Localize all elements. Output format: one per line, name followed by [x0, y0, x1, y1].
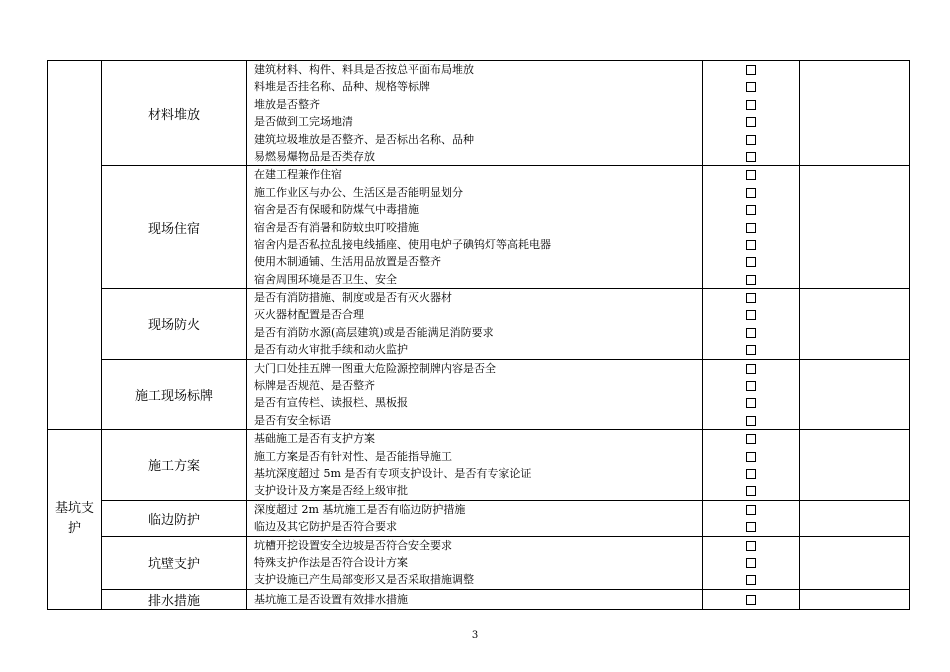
subcategory-cell — [102, 289, 247, 360]
remarks-cell — [800, 430, 910, 501]
subcategory-label: 坑壁支护 — [147, 557, 200, 573]
remarks-cell — [800, 536, 910, 589]
checkbox-wrapper — [703, 571, 799, 588]
check-item-text: 宿舍是否有保暖和防煤气中毒措施 — [254, 203, 419, 217]
checkbox-wrapper — [703, 394, 799, 411]
checkbox[interactable] — [746, 558, 756, 568]
checkbox[interactable] — [746, 65, 756, 75]
checkbox-cell — [703, 166, 800, 289]
check-item-text: 大门口处挂五牌一图重大危险源控制牌内容是否全 — [254, 361, 496, 375]
checkbox[interactable] — [746, 505, 756, 515]
checkbox-wrapper — [703, 96, 799, 113]
remarks-cell — [800, 500, 910, 536]
checkbox[interactable] — [746, 117, 756, 127]
checkbox-wrapper — [703, 166, 799, 183]
check-item-text: 支护设施已产生局部变形又是否采取措施调整 — [254, 573, 474, 587]
checkbox-wrapper — [703, 341, 799, 358]
checkbox-wrapper — [703, 465, 799, 482]
checkbox-wrapper — [703, 289, 799, 306]
check-item-text: 灭火器材配置是否合理 — [254, 308, 364, 322]
checkbox[interactable] — [746, 381, 756, 391]
check-item-text: 使用木制通铺、生活用品放置是否整齐 — [254, 255, 441, 269]
subcategory-cell — [102, 500, 247, 536]
checkbox[interactable] — [746, 575, 756, 585]
subcategory-cell — [102, 536, 247, 589]
check-item-text: 深度超过 2m 基坑施工是否有临边防护措施 — [254, 502, 466, 516]
check-items-cell — [247, 61, 703, 166]
checkbox[interactable] — [746, 205, 756, 215]
page-number: 3 — [471, 630, 479, 641]
check-item-text: 在建工程兼作住宿 — [254, 168, 342, 182]
check-item-text: 基坑深度超过 5m 是否有专项支护设计、是否有专家论证 — [254, 466, 532, 480]
check-items-cell — [247, 430, 703, 501]
remarks-cell — [800, 289, 910, 360]
checkbox[interactable] — [746, 82, 756, 92]
checkbox-wrapper — [703, 219, 799, 236]
check-item-text: 坑槽开挖设置安全边坡是否符合安全要求 — [254, 538, 452, 552]
category-cell — [48, 430, 102, 610]
check-item-text: 建筑垃圾堆放是否整齐、是否标出名称、品种 — [254, 132, 474, 146]
check-item-text: 宿舍周围环境是否卫生、安全 — [254, 272, 397, 286]
checkbox-wrapper — [703, 360, 799, 377]
check-items-cell — [247, 166, 703, 289]
check-item-text: 料堆是否挂名称、品种、规格等标牌 — [254, 80, 430, 94]
subcategory-cell — [102, 166, 247, 289]
table-row — [48, 359, 910, 430]
check-item-text: 宿舍是否有消暑和防蚊虫叮咬措施 — [254, 220, 419, 234]
checkbox[interactable] — [746, 135, 756, 145]
check-item-text: 临边及其它防护是否符合要求 — [254, 520, 397, 534]
checkbox-cell — [703, 536, 800, 589]
checkbox-wrapper — [703, 591, 799, 608]
checkbox-wrapper — [703, 448, 799, 465]
checkbox[interactable] — [746, 345, 756, 355]
checkbox-wrapper — [703, 482, 799, 499]
checkbox[interactable] — [746, 364, 756, 374]
check-item-text: 基坑施工是否设置有效排水措施 — [254, 592, 408, 606]
category-cell — [48, 61, 102, 430]
checkbox[interactable] — [746, 522, 756, 532]
inspection-table-body — [48, 61, 910, 610]
checkbox[interactable] — [746, 100, 756, 110]
subcategory-label: 排水措施 — [147, 593, 200, 609]
checkbox-wrapper — [703, 377, 799, 394]
checkbox-cell — [703, 289, 800, 360]
checkbox[interactable] — [746, 434, 756, 444]
table-row — [48, 166, 910, 289]
remarks-cell — [800, 61, 910, 166]
checkbox[interactable] — [746, 152, 756, 162]
checkbox-cell — [703, 359, 800, 430]
checkbox-wrapper — [703, 554, 799, 571]
table-row — [48, 430, 910, 501]
check-item-text: 建筑材料、构件、料具是否按总平面布局堆放 — [254, 63, 474, 76]
check-item-text: 特殊支护作法是否符合设计方案 — [254, 555, 408, 569]
checkbox[interactable] — [746, 293, 756, 303]
checkbox-wrapper — [703, 78, 799, 95]
checkbox-wrapper — [703, 412, 799, 429]
checkbox-wrapper — [703, 253, 799, 270]
checkbox-wrapper — [703, 61, 799, 78]
checkbox[interactable] — [746, 170, 756, 180]
checkbox-wrapper — [703, 201, 799, 218]
subcategory-label: 材料堆放 — [147, 107, 200, 123]
checkbox-wrapper — [703, 184, 799, 201]
remarks-cell — [800, 589, 910, 609]
checkbox-wrapper — [703, 148, 799, 165]
table-row — [48, 61, 910, 166]
check-item-text: 是否有消防水源(高层建筑)或是否能满足消防要求 — [254, 325, 494, 339]
checkbox[interactable] — [746, 595, 756, 605]
check-items-cell — [247, 359, 703, 430]
subcategory-cell — [102, 359, 247, 430]
subcategory-cell — [102, 589, 247, 609]
checkbox[interactable] — [746, 469, 756, 479]
checkbox-wrapper — [703, 518, 799, 535]
check-item-text: 是否有安全标语 — [254, 413, 331, 427]
checkbox[interactable] — [746, 223, 756, 233]
checkbox[interactable] — [746, 275, 756, 285]
category-label: 基坑支护 — [54, 501, 94, 537]
checkbox[interactable] — [746, 257, 756, 267]
check-item-text: 基础施工是否有支护方案 — [254, 432, 375, 446]
subcategory-label: 施工方案 — [147, 459, 200, 475]
checkbox-cell — [703, 589, 800, 609]
checkbox-wrapper — [703, 537, 799, 554]
checkbox-wrapper — [703, 131, 799, 148]
checkbox-wrapper — [703, 306, 799, 323]
table-row — [48, 589, 910, 609]
subcategory-label: 现场住宿 — [147, 221, 200, 237]
checkbox-cell — [703, 500, 800, 536]
subcategory-label: 临边防护 — [147, 512, 200, 528]
check-item-text: 宿舍内是否私拉乱接电线插座、使用电炉子碘钨灯等高耗电器 — [254, 237, 551, 251]
checkbox-wrapper — [703, 501, 799, 518]
table-row — [48, 289, 910, 360]
check-items-cell — [247, 289, 703, 360]
check-items-cell — [247, 500, 703, 536]
subcategory-cell — [102, 61, 247, 166]
checkbox[interactable] — [746, 188, 756, 198]
checkbox-wrapper — [703, 430, 799, 447]
check-item-text: 支护设计及方案是否经上级审批 — [254, 484, 408, 498]
subcategory-label: 现场防火 — [147, 318, 200, 334]
table-row — [48, 500, 910, 536]
checkbox-wrapper — [703, 271, 799, 288]
checkbox[interactable] — [746, 310, 756, 320]
inspection-table — [47, 60, 910, 610]
check-item-text: 施工方案是否有针对性、是否能指导施工 — [254, 449, 452, 463]
checkbox[interactable] — [746, 452, 756, 462]
check-item-text: 是否有宣传栏、读报栏、黑板报 — [254, 396, 408, 410]
checkbox[interactable] — [746, 398, 756, 408]
check-items-cell — [247, 589, 703, 609]
check-item-text: 标牌是否规范、是否整齐 — [254, 379, 375, 393]
check-items-cell — [247, 536, 703, 589]
checkbox[interactable] — [746, 416, 756, 426]
check-item-text: 是否做到工完场地清 — [254, 115, 353, 129]
check-item-text: 是否有消防措施、制度或是否有灭火器材 — [254, 291, 452, 305]
checkbox-wrapper — [703, 324, 799, 341]
check-item-text: 施工作业区与办公、生活区是否能明显划分 — [254, 185, 463, 199]
check-item-text: 堆放是否整齐 — [254, 97, 320, 111]
check-item-text: 易燃易爆物品是否类存放 — [254, 149, 375, 163]
checkbox-cell — [703, 61, 800, 166]
checkbox[interactable] — [746, 328, 756, 338]
remarks-cell — [800, 166, 910, 289]
checkbox[interactable] — [746, 541, 756, 551]
table-row — [48, 536, 910, 589]
checkbox-cell — [703, 430, 800, 501]
checkbox-wrapper — [703, 113, 799, 130]
check-item-text: 是否有动火审批手续和动火监护 — [254, 343, 408, 357]
checkbox[interactable] — [746, 240, 756, 250]
subcategory-label: 施工现场标牌 — [134, 388, 213, 404]
remarks-cell — [800, 359, 910, 430]
checkbox[interactable] — [746, 486, 756, 496]
checkbox-wrapper — [703, 236, 799, 253]
subcategory-cell — [102, 430, 247, 501]
